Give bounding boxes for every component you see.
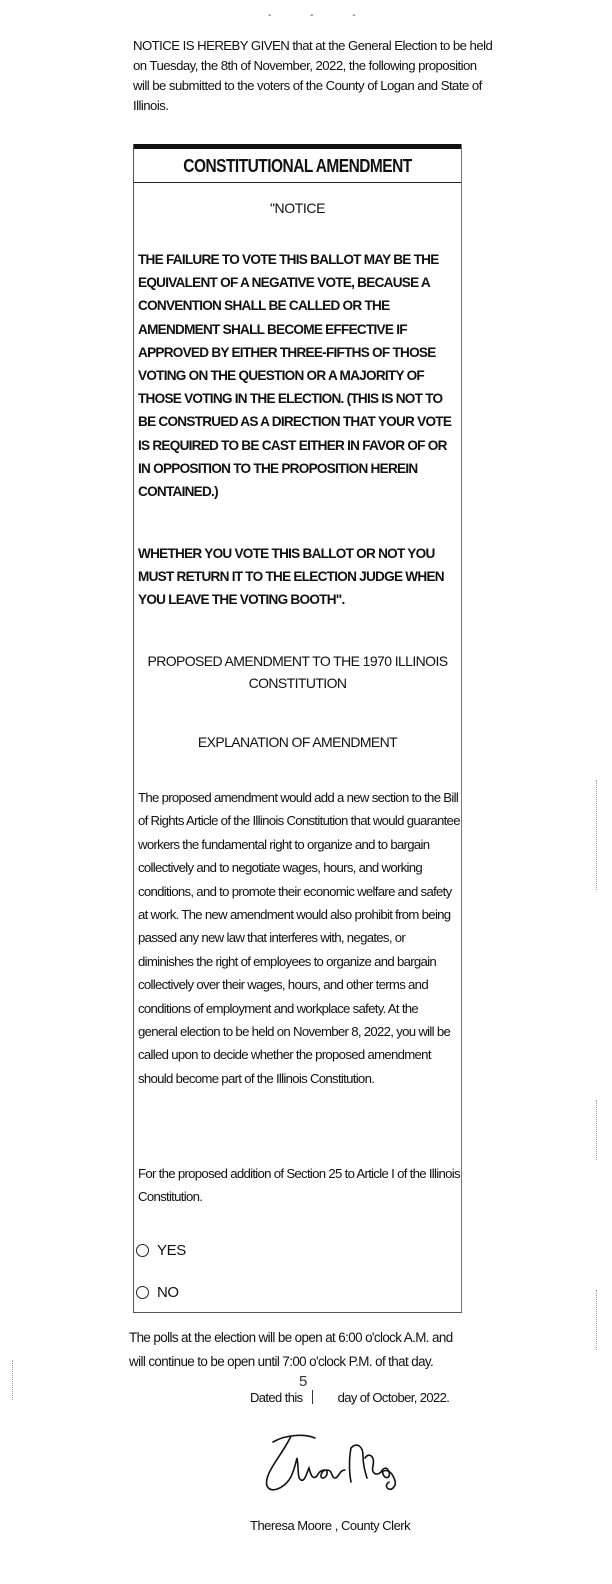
dated-suffix: day of October, 2022. [337, 1390, 450, 1405]
choice-no[interactable] [136, 1284, 179, 1301]
intro-notice: NOTICE IS HEREBY GIVEN that at the General Election to be held on Tuesday, the 8th of November, 2022, the following proposition will be submitted to the voters of the County of Logan and State of Illinois. [133, 38, 493, 113]
scan-margin-mark [12, 1360, 14, 1400]
yes-radio-button[interactable] [136, 1244, 149, 1257]
clerk-name-line: Theresa Moore , County Clerk [250, 1518, 411, 1533]
choice-yes[interactable] [136, 1242, 186, 1259]
proposed-heading-line-1: PROPOSED AMENDMENT TO THE 1970 ILLINOIS [147, 653, 448, 669]
scan-margin-mark [596, 780, 598, 890]
no-label: NO [157, 1284, 179, 1301]
no-radio-button[interactable] [136, 1286, 149, 1299]
scan-margin-mark [596, 1290, 598, 1350]
clerk-signature [253, 1428, 403, 1505]
return-ballot-paragraph: WHETHER YOU VOTE THIS BALLOT OR NOT YOU MUST RETURN IT TO THE ELECTION JUDGE WHEN YOU LEAVE THE VOTING BOOTH". [138, 546, 444, 608]
explanation-heading: EXPLANATION OF AMENDMENT [197, 734, 398, 750]
header-mark: - - - [268, 10, 374, 21]
dated-line [250, 1390, 449, 1405]
notice-heading: "NOTICE [269, 200, 326, 216]
proposed-addition-paragraph: For the proposed addition of Section 25 to Article I of the Illinois Constitution. [138, 1166, 460, 1205]
proposed-amendment-heading [134, 650, 461, 694]
explanation-paragraph: The proposed amendment would add a new section to the Bill of Rights Article of the Illinois Constitution that would guarantee workers the fundamental right to organize and to bargain collectively and to negotiate wages, hours, and working conditions, and to promote their economic welfare and safety at work. The new amendment would also prohibit from being passed any new law that interferes with, negates, or diminishes the right of employees to organize and bargain collectively over their wages, hours, and other terms and conditions of employment and workplace safety. At the general election to be held on November 8, 2022, you will be called upon to decide whether the proposed amendment should become part of the Illinois Constitution. [138, 790, 460, 1086]
scan-margin-mark [596, 1100, 598, 1160]
ballot-title: CONSTITUTIONAL AMENDMENT [183, 156, 412, 176]
title-divider [134, 182, 461, 183]
ballot-box [133, 144, 462, 1313]
ballot-top-bar [134, 144, 461, 149]
polls-hours-paragraph: The polls at the election will be open at 6:00 o'clock A.M. and will continue to be open until 7:00 o'clock P.M. of that day. [129, 1330, 453, 1369]
dated-day-stroke [312, 1390, 335, 1404]
notice-warning-paragraph: THE FAILURE TO VOTE THIS BALLOT MAY BE THE EQUIVALENT OF A NEGATIVE VOTE, BECAUSE A CONVENTION SHALL BE CALLED OR THE AMENDMENT SHALL BECOME EFFECTIVE IF APPROVED BY EITHER THREE-FIFTHS OF THOSE VOTING ON THE QUESTION OR A MAJORITY OF THOSE VOTING IN THE ELECTION. (THIS IS NOT TO BE CONSTRUED AS A DIRECTION THAT YOUR VOTE IS REQUIRED TO BE CAST EITHER IN FAVOR OF OR IN OPPOSITION TO THE PROPOSITION HEREIN CONTAINED.) [138, 252, 452, 500]
dated-prefix: Dated this [250, 1390, 303, 1405]
proposed-heading-line-2: CONSTITUTION [248, 675, 347, 691]
signature-image [253, 1428, 403, 1500]
dated-day-handwritten: 5 [299, 1373, 308, 1390]
yes-label: YES [157, 1242, 186, 1259]
